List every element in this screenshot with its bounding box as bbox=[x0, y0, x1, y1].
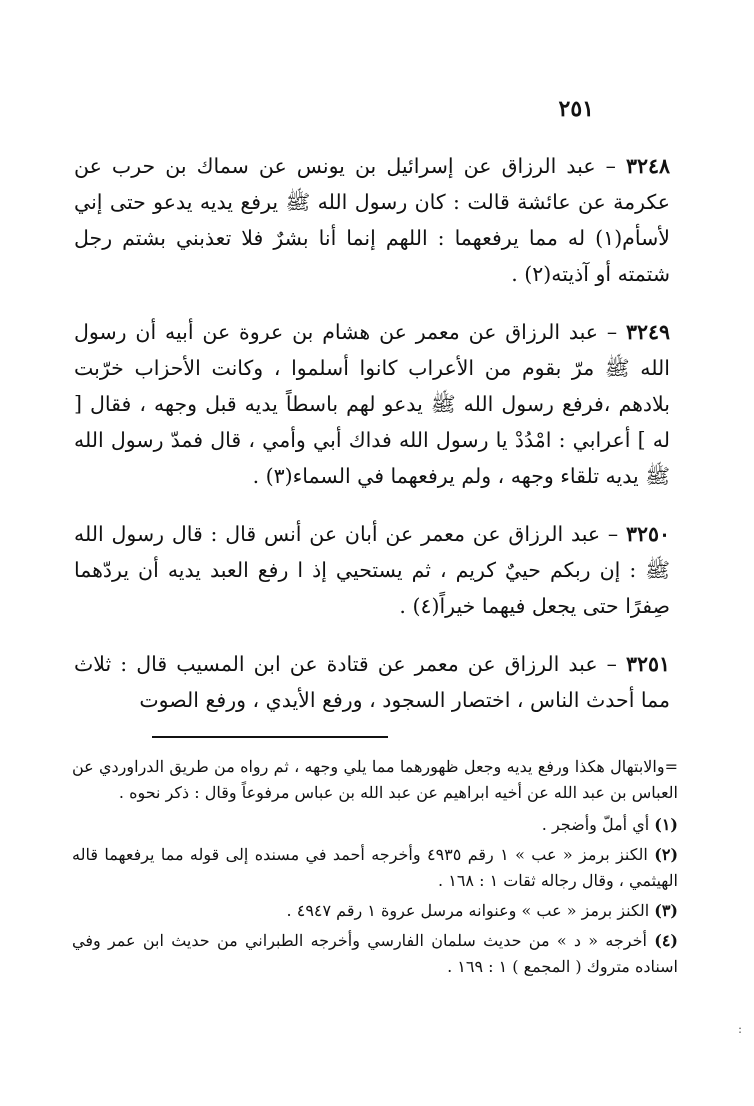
footnote-text: الكنز برمز « عب » ١ رقم ٤٩٣٥ وأخرجه أحمد في مسنده إلى قوله مما يرفعهما قاله الهيثمي ، وقال رجاله ثقات ١ : ١٦٨ . bbox=[72, 845, 678, 890]
footnote-number: (١) bbox=[654, 815, 678, 834]
footnote bbox=[72, 928, 678, 980]
footnotes bbox=[72, 754, 678, 984]
footnote-text: أي أملّ وأضجر . bbox=[541, 815, 655, 834]
main-text bbox=[74, 148, 670, 740]
footnote-number: (٣) bbox=[654, 901, 678, 920]
footnote-text: أخرجه « د » من حديث سلمان الفارسي وأخرجه الطبراني من حديث ابن عمر وفي اسناده متروك ( المجمع ) ١ : ١٦٩ . bbox=[72, 931, 678, 976]
footnote-text: الكنز برمز « عب » وعنوانه مرسل عروة ١ رقم ٤٩٤٧ . bbox=[286, 901, 655, 920]
hadith-entry bbox=[74, 516, 670, 624]
hadith-text: – عبد الرزاق عن معمر عن قتادة عن ابن المسيب قال : ثلاث مما أحدث الناس ، اختصار السجود ، ورفع الأيدي ، ورفع الصوت bbox=[74, 652, 670, 712]
footnote-separator bbox=[152, 736, 388, 738]
footnote bbox=[72, 812, 678, 838]
footnote-number: (٤) bbox=[654, 931, 678, 950]
hadith-text: – عبد الرزاق عن معمر عن أبان عن أنس قال : قال رسول الله ﷺ : إن ربكم حييٌ كريم ، ثم يستحيي إذ ا رفع العبد يديه أن يردّهما صِفرًا حتى يجعل فيهما خيراً(٤) . bbox=[74, 522, 670, 618]
hadith-entry bbox=[74, 646, 670, 718]
hadith-number: ٣٢٤٨ bbox=[625, 154, 670, 178]
footnote bbox=[72, 898, 678, 924]
hadith-entry bbox=[74, 314, 670, 494]
footnote bbox=[72, 842, 678, 894]
footnote-number: (٢) bbox=[654, 845, 679, 864]
hadith-number: ٣٢٥٠ bbox=[625, 522, 670, 546]
hadith-text: – عبد الرزاق عن إسرائيل بن يونس عن سماك بن حرب عن عكرمة عن عائشة قالت : كان رسول الله ﷺ يرفع يديه يدعو حتى إني لأسأم(١) له مما يرفعهما : اللهم إنما أنا بشرٌ فلا تعذبني بشتم رجل شتمته أو آذيته(٢) . bbox=[74, 154, 670, 286]
hadith-number: ٣٢٤٩ bbox=[625, 320, 670, 344]
hadith-entry bbox=[74, 148, 670, 292]
footnote-continuation: =والابتهال هكذا ورفع يديه وجعل ظهورهما مما يلي وجهه ، ثم رواه من طريق الدراوردي عن العباس بن عبد الله عن أخيه ابراهيم عن عبد الله بن عباس مرفوعاً وقال : ذكر نحوه . bbox=[72, 757, 678, 802]
hadith-text: – عبد الرزاق عن معمر عن هشام بن عروة عن أبيه أن رسول الله ﷺ مرّ بقوم من الأعراب كانوا أسلموا ، وكانت الأحزاب خرّبت بلادهم ،فرفع رسول الله ﷺ يدعو لهم باسطاً يديه قبل وجهه ، فقال [ له ] أعرابي : امْدُدْ يا رسول الله فداك أبي وأمي ، قال فمدّ رسول الله ﷺ يديه تلقاء وجهه ، ولم يرفعهما في السماء(٣) . bbox=[74, 320, 670, 488]
page-number: ٢٥١ bbox=[558, 96, 594, 122]
corner-mark: : bbox=[738, 1022, 743, 1036]
hadith-number: ٣٢٥١ bbox=[625, 652, 670, 676]
